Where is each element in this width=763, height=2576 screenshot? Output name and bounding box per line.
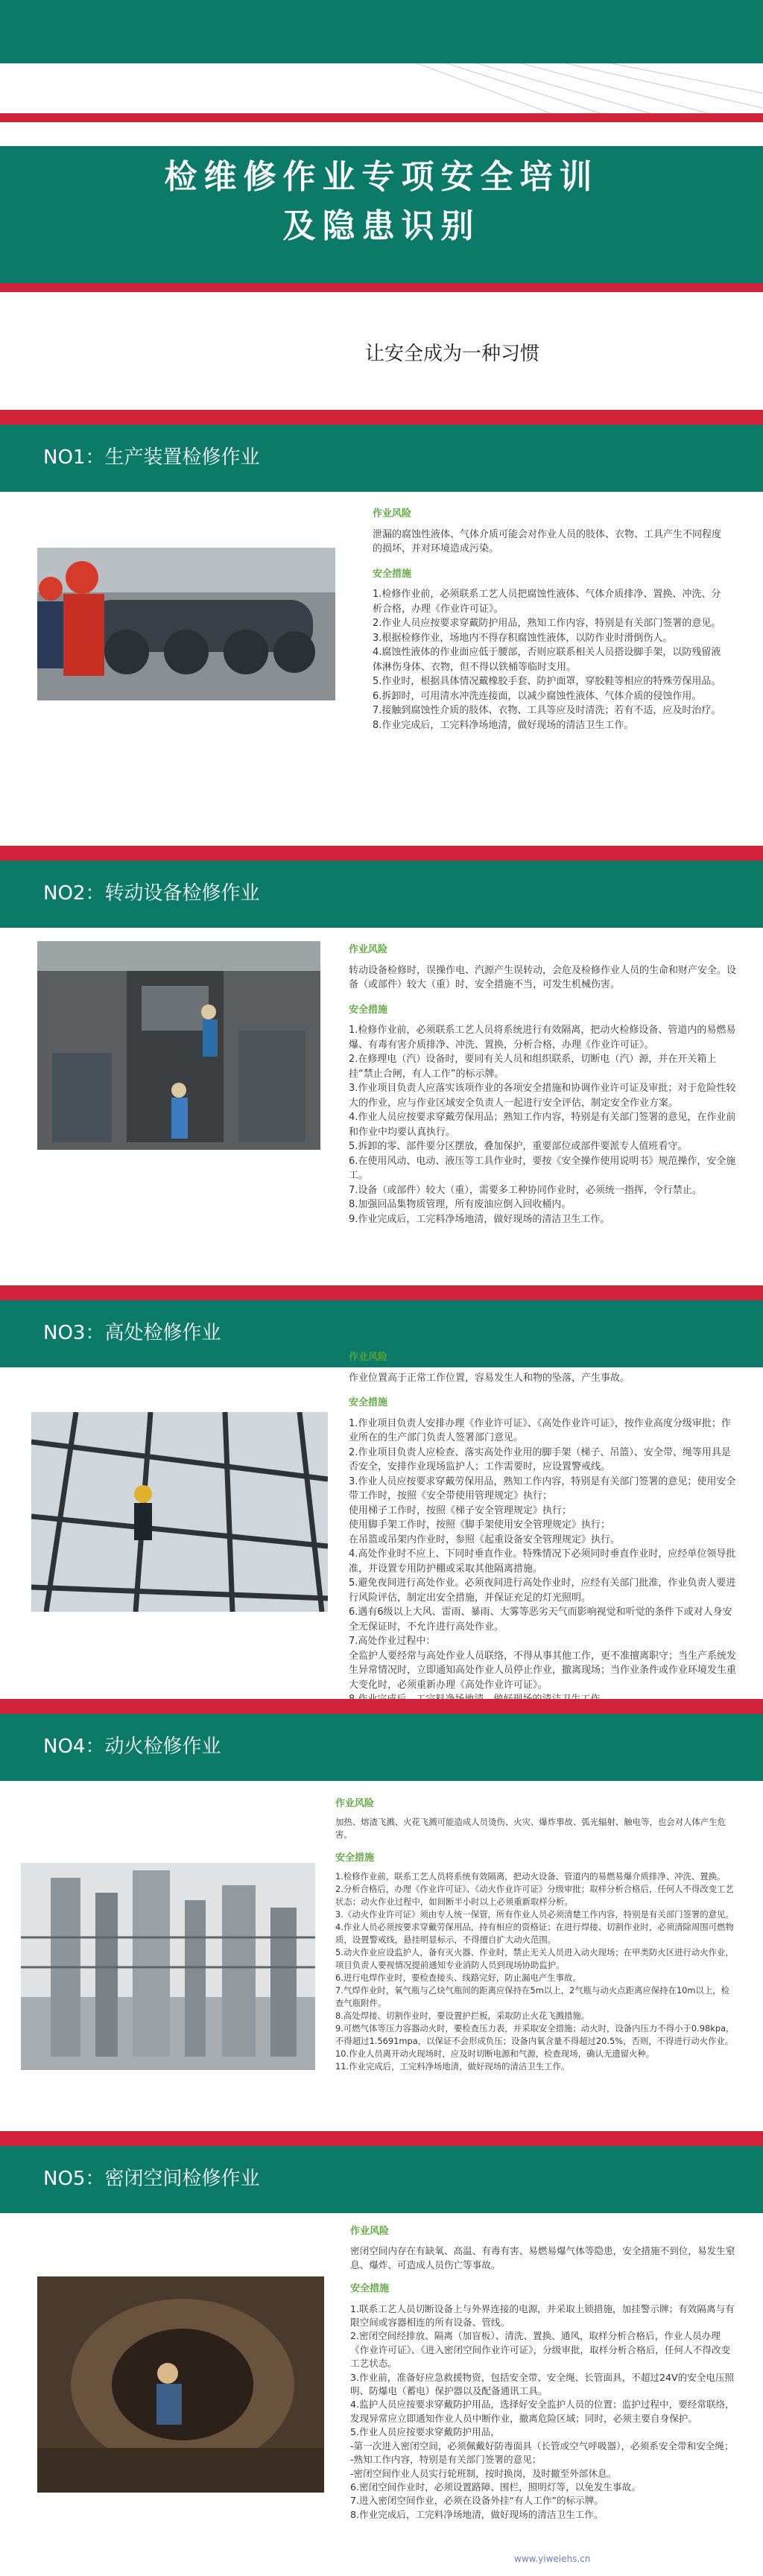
section-bottom-bar (0, 846, 763, 861)
measures-label: 安全措施 (335, 1852, 375, 1864)
section-no1 (0, 425, 763, 861)
risk-label: 作业风险 (349, 944, 388, 955)
measure-item: 8.加强回品集物质管理，所有废油应倒入回收桶内。 (349, 1199, 572, 1210)
section-title: NO1：生产装置检修作业 (43, 446, 260, 469)
measure-item: 4.腐蚀性液体的作业面应低于腰部，否则应联系相关人员搭设脚手架，以防残留液体淋伤身体、衣物，但不得以铁桶等临时支用。 (373, 647, 721, 673)
section-photo (37, 548, 335, 700)
risk-text: 转动设备检修时，误操作电、汽源产生误转动，会危及检修作业人员的生命和财产安全。设备（或部件）较大（重）时，安全措施不当，可发生机械伤害。 (349, 964, 737, 990)
measure-item: 1.检修作业前，必须联系工艺人员将系统进行有效隔离，把动火检修设备、管道内的易燃易爆、有毒有害介质排净、冲洗、置换，分析合格，办理《作业许可证》。 (349, 1025, 736, 1051)
measure-item: 2.作业人员应按要求穿戴防护用品，熟知工作内容，特别是有关部门签署的意见。 (373, 618, 721, 629)
risk-text: 加热、熔渣飞溅、火花飞溅可能造成人员烫伤、火灾、爆炸事故、弧光辐射、触电等，也会对人体产生危害。 (335, 1817, 726, 1840)
header-red-line-2 (0, 283, 763, 292)
measure-item: 3.作业人员应按要求穿戴劳保用品，熟知工作内容，特别是有关部门签署的意见；使用安全带工作时，按照《安全带使用管理规定》执行； (349, 1475, 736, 1501)
measure-item: 8.作业完成后，工完料净场地清，做好现场的清洁卫生工作。 (350, 2508, 604, 2520)
risk-label: 作业风险 (349, 1352, 388, 1363)
measure-item: -熟知工作内容，特别是有关部门签署的意见； (350, 2454, 542, 2466)
measure-item: 使用梯子工作时，按照《梯子安全管理规定》执行； (349, 1504, 572, 1516)
measure-item: 9.可燃气体等压力容器动火时，要检查压力表，并采取安全措施；动火时，设备内压力不得小于0.98kpa，不得超过1.5691mpa，以保证不会形成负压；设备内氧含量不得超过20.5%，否则，不得进行动火作业。 (335, 2023, 735, 2046)
measure-item: 10.作业人员离开动火现场时，应及时切断电源和气源，检查现场，确认无遗留火种。 (335, 2048, 655, 2059)
section-photo (21, 1863, 315, 2070)
risk-label: 作业风险 (350, 2226, 390, 2237)
measure-item: 6.在使用风动、电动、液压等工具作业时，要按《安全操作使用说明书》规范操作，安全施工。 (349, 1155, 736, 1181)
measure-item: 4.监护人员应按要求穿戴防护用品，选择好安全监护人员的位置；监护过程中，要经常联络，发现异常应立即通知作业人员中断作业，撤离危险区域；同时，必须主要自身保护。 (350, 2399, 735, 2424)
section-bottom-bar (0, 1699, 763, 1714)
measure-item: 2.分析合格后，办理《作业许可证》、《动火作业许可证》分级审批；取样分析合格后，任何人不得改变工艺状态；动火作业过程中，如间断半小时以上必须重新取样分析。 (335, 1884, 734, 1907)
measure-item: 7.接触到腐蚀性介质的肢体、衣物、工具等应及时清洗；若有不适，应及时治疗。 (373, 705, 721, 716)
section-band (0, 2146, 763, 2213)
measure-item: 5.动火作业应设监护人，备有灭火器、作业时，禁止无关人员进入动火现场；在甲类防火区进行动火作业，项目负责人要视情况提前通知专业消防人员到现场协助监护。 (335, 1947, 734, 1970)
section-bottom-bar (0, 2131, 763, 2146)
measure-item: 8.高处焊接、切割作业时，要设置护拦板，采取防止火花飞溅措施。 (335, 2010, 590, 2021)
section-photo (31, 1412, 328, 1612)
measures-label: 安全措施 (349, 1004, 388, 1016)
section-no3 (0, 1300, 763, 1714)
measure-item: 5.作业时，根据具体情况戴橡胶手套、防护面罩，穿胶鞋等相应的特殊劳保用品。 (373, 676, 721, 687)
measure-item: 3.作业项目负责人应落实该项作业的各项安全措施和协调作业许可证及审批；对于危险性较大的作业，应与作业区域安全负责人一起进行安全评估，制定安全作业方案。 (349, 1083, 736, 1109)
section-title: NO3：高处检修作业 (43, 1322, 221, 1344)
measures-label: 安全措施 (350, 2283, 390, 2295)
risk-text: 泄漏的腐蚀性液体、气体介质可能会对作业人员的肢体、衣物、工具产生不同程度的损坏，并对环境造成污染。 (373, 528, 722, 554)
measure-item: -第一次进入密闭空间，必须佩戴好防毒面具（长管或空气呼吸器），必须系安全带和安全绳； (350, 2440, 734, 2452)
section-text (335, 1797, 738, 2073)
measure-item: 1.检修作业前，必须联系工艺人员把腐蚀性液体、气体介质排净、置换、冲洗、分析合格，办理《作业许可证》。 (373, 589, 721, 615)
measure-item: 全监护人要经常与高处作业人员联络，不得从事其他工作，更不准擅离职守；当生产系统发生异常情况时，立即通知高处作业人员停止作业，撤离现场；当作业条件或作业环境发生重大变化时，必须重新办理《高处作业许可证》。 (349, 1650, 737, 1691)
measure-item: 在吊篮或吊架内作业时，参照《起重设备安全管理规定》执行。 (349, 1534, 621, 1545)
measure-item: 2.密闭空间经排放、隔离（加盲板）、清洗、置换、通风，取样分析合格后，作业人员办理《作业许可证》、《进入密闭空间作业许可证》，分级审批，取样分析合格后，任何人不得改变工艺状态。 (350, 2330, 731, 2370)
section-no5 (0, 2146, 763, 2576)
measures-label: 安全措施 (349, 1397, 388, 1408)
section-band (0, 861, 763, 928)
measure-item: 1.联系工艺人员切断设备上与外界连接的电源，并采取上锁措施，加挂警示牌；有效隔离与有限空间或容器相连的所有设备、管线。 (350, 2303, 735, 2329)
section-bottom-bar (0, 1285, 763, 1300)
section-text (349, 1350, 736, 1707)
measure-item: 4.作业人员应按要求穿戴劳保用品；熟知工作内容，特别是有关部门签署的意见，在作业前和作业中均要认真执行。 (349, 1112, 736, 1138)
measure-item: 6.密闭空间作业时，必须设置路障、围栏，照明灯等，以免发生事故。 (350, 2481, 641, 2493)
measure-item: 6.拆卸时，可用清水冲洗连接面，以减少腐蚀性液体、气体介质的侵蚀作用。 (373, 690, 702, 702)
slogan: 让安全成为一种习惯 (365, 343, 540, 365)
measure-item: 6.进行电焊作业时，要检查接头、线路完好，防止漏电产生事故。 (335, 1972, 581, 1983)
cover-header (0, 0, 763, 425)
measure-item: 3.根据检修作业，场地内不得存积腐蚀性液体，以防作业时滑倒伤人。 (373, 632, 673, 644)
measure-item: 7.进入密闭空间作业，必须在设备外挂“有人工作”的标示牌。 (350, 2495, 604, 2507)
measure-item: -密闭空间作业人员实行轮班制，按时换岗，及时撤至外部休息。 (350, 2467, 617, 2479)
risk-text: 作业位置高于正常工作位置，容易发生人和物的坠落，产生事故。 (349, 1372, 630, 1384)
section-photo (37, 2276, 324, 2493)
section-photo (37, 941, 320, 1150)
section-text (350, 2225, 738, 2522)
measure-item: 3.作业前，准备好应急救援物资，包括安全带、安全绳、长管面具，不超过24V的安全电压照明、防爆电（蓄电）保护器以及配备通讯工具。 (350, 2371, 735, 2397)
section-title: NO2：转动设备检修作业 (43, 882, 260, 905)
measure-item: 5.作业人员应按要求穿戴防护用品， (350, 2426, 500, 2438)
section-text (349, 943, 736, 1227)
measure-item: 3.《动火作业许可证》须由专人统一保管，所有作业人员必须清楚工作内容，特别是有关部门签署的意见。 (335, 1909, 734, 1920)
measure-item: 2.作业项目负责人应检查、落实高处作业用的脚手架（梯子、吊篮）、安全带、绳等用具是否安全，安排作业现场监护人；工作需要时，应设置警戒线。 (349, 1446, 731, 1472)
header-red-line (0, 113, 763, 122)
measure-item: 使用脚手架工作时，按照《脚手架使用安全管理规定》执行； (349, 1519, 611, 1531)
section-band (0, 1714, 763, 1781)
risk-label: 作业风险 (335, 1798, 375, 1809)
section-text (373, 507, 730, 732)
measure-item: 8.作业完成后，工完料净场地清，做好现场的清洁卫生工作。 (373, 719, 634, 731)
risk-text: 密闭空间内存在有缺氧、高温、有毒有害、易燃易爆气体等隐患，安全措施不到位，易发生窒息、爆炸、可造成人员伤亡等事故。 (350, 2245, 735, 2270)
measures-label: 安全措施 (373, 568, 412, 580)
measure-item: 5.拆卸的零、部件要分区摆放，叠加保护，重要部位或部件要派专人值班看守。 (349, 1141, 688, 1152)
section-no2 (0, 861, 763, 1300)
section-no4 (0, 1714, 763, 2146)
measure-item: 7.高处作业过程中： (349, 1636, 436, 1647)
measure-item: 5.避免夜间进行高处作业。必须夜间进行高处作业时，应经有关部门批准，作业负责人要进行风险评估，制定出安全措施，并保证充足的灯光照明。 (349, 1577, 736, 1604)
measure-item: 2.在修理电（汽）设备时，要同有关人员和组织联系，切断电（汽）源，并在开关箱上挂“禁止合闸，有人工作”的标示牌。 (349, 1054, 717, 1080)
watermark: www.yiweiehs.cn (514, 2554, 591, 2564)
section-band (0, 425, 763, 492)
measure-item: 7.设备（或部件）较大（重），需要多工种协同作业时，必须统一指挥，令行禁止。 (349, 1184, 702, 1196)
measure-item: 9.作业完成后，工完料净场地清，做好现场的清洁卫生工作。 (349, 1213, 610, 1225)
page-title (0, 153, 763, 251)
measure-item: 1.检修作业前，联系工艺人员将系统有效隔离，把动火设备、管道内的易燃易爆介质排净、冲洗、置换。 (335, 1871, 726, 1882)
measure-item: 11.作业完成后，工完料净场地清，做好现场的清洁卫生工作。 (335, 2061, 570, 2072)
risk-label: 作业风险 (373, 508, 412, 519)
measure-item: 6.遇有6级以上大风、雷雨、暴雨、大雾等恶劣天气而影响视觉和听觉的条件下或对人身安全无保证时，不允许进行高处作业。 (349, 1607, 732, 1633)
measure-item: 7.气焊作业时，氧气瓶与乙炔气瓶间的距离应保持在5m以上，2气瓶与动火点距离应保持在10m以上，检查气瓶附件。 (335, 1985, 730, 2008)
header-bottom-bar (0, 410, 763, 425)
measure-item: 1.作业项目负责人安排办理《作业许可证》、《高处作业许可证》，按作业高度分级审批；作业所在的生产部门负责人签署部门意见。 (349, 1417, 731, 1443)
title-line-1: 检维修作业专项安全培训 (164, 158, 599, 196)
section-title: NO4：动火检修作业 (43, 1735, 221, 1758)
header-top-bar (0, 0, 763, 63)
measure-item: 4.高处作业时不应上、下同时垂直作业。特殊情况下必须同时垂直作业时，应经单位领导批准，并设置专用防护棚或采取其他隔离措施。 (349, 1548, 736, 1575)
title-line-2: 及隐患识别 (282, 207, 481, 245)
section-title: NO5：密闭空间检修作业 (43, 2168, 260, 2190)
measure-item: 4.作业人员必须按要求穿戴劳保用品，持有相应的资格证；在进行焊接、切割作业时，必须清除周围可燃物质，设置警戒线，悬挂明显标示，不得擅自扩大动火范围。 (335, 1922, 734, 1945)
